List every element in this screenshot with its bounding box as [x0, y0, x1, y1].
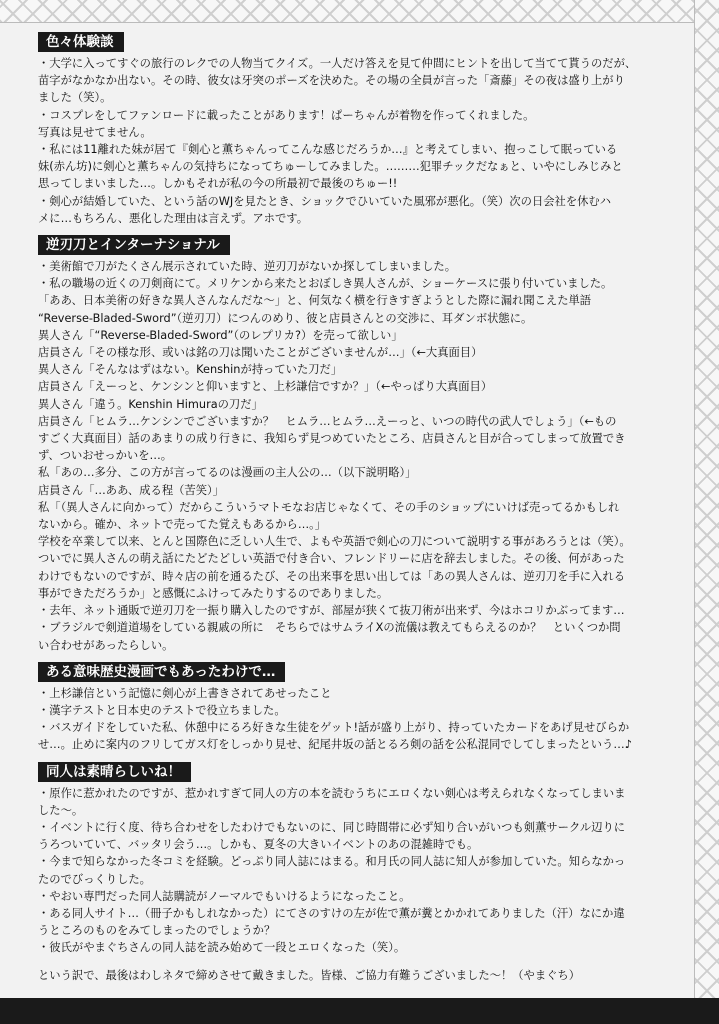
- text-line: ました（笑）。: [38, 91, 112, 105]
- page-bottom-bar: [0, 998, 719, 1024]
- text-line: すごく大真面目）話のあまりの成り行きに、我知らず見つめていたところ、店員さんと目が合ってしまって放置でき: [38, 432, 626, 446]
- text-line: ・大学に入ってすぐの旅行のレクでの人物当てクイズ。一人だけ答えを見て仲間にヒントを出して当てて貰うのだが、: [38, 57, 637, 70]
- text-line: “Reverse-Bladed-Sword”（逆刃刀）につんのめり、彼と店員さんとの交渉に、耳ダンボ状態に。: [38, 311, 533, 325]
- text-line: ・バスガイドをしていた私、休憩中にるろ好きな生徒をゲット!話が盛り上がり、持っていたカードをあげ見せびらか: [38, 721, 630, 735]
- text-line: ・コスプレをしてファンロードに載ったことがあります！ぱーちゃんが着物を作ってくれました。: [38, 108, 535, 122]
- text-line: 写真は見せてません。: [38, 125, 152, 139]
- text-line: ・去年、ネット通販で逆刃刀を一振り購入したのですが、部屋が狭くて抜刀術が出来ず、今はホコリかぶってます…: [38, 604, 625, 618]
- text-line: 妹(赤ん坊)に剣心と薫ちゃんの気持ちになってちゅーしてみました。………犯罪チックだなぁと、いやにしみじみと: [38, 160, 623, 174]
- text-line: した～。: [38, 803, 84, 817]
- section-history-manga: [38, 660, 688, 754]
- text-line: い合わせがあったらしい。: [38, 638, 174, 652]
- text-line: ・漢字テストと日本史のテストで役立ちました。: [38, 703, 286, 717]
- section-title: 同人は素晴らしいね！: [38, 762, 191, 782]
- text-line: ついでに異人さんの萌え話にたどたどしい英語で付き合い、フレンドリーに店を辞去しました。その後、何があった: [38, 552, 625, 566]
- text-line: 苗字がなかなか出ない。その時、彼女は牙突のポーズを決めた。その場の全員が言った「斎藤」その夜は盛り上がり: [38, 74, 625, 88]
- text-line: ・私には11離れた妹が居て『剣心と薫ちゃんってこんな感じだろうか…』と考えてしまい、抱っこして眠っている: [38, 143, 618, 157]
- text-line: 異人さん「そんなはずはない。Kenshinが持っていた刀だ」: [38, 363, 343, 377]
- text-line: 店員さん「えーっと、ケンシンと仰いますと、上杉謙信ですか？」（←やっぱり大真面目）: [38, 380, 493, 394]
- document-page: [38, 30, 688, 995]
- text-line: わけでもないのですが、時々店の前を通るたび、その出来事を思い出しては「あの異人さんは、逆刃刀を手に入れる: [38, 569, 625, 583]
- decorative-border-right: [694, 0, 719, 1000]
- text-line: ないから。確か、ネットで売ってた覚えもあるから…。」: [38, 518, 327, 532]
- text-line: せ…。止めに案内のフリしてガス灯をしっかり見せ、紀尾井坂の話とるろ剣の話を公私混同でしてしまったという…♪: [38, 738, 632, 752]
- section-experiences: [38, 30, 688, 227]
- text-line: ・美術館で刀がたくさん展示されていた時、逆刃刀がないか探してしまいました。: [38, 260, 456, 274]
- text-line: 思ってしまいました…。しかもそれが私の今の所最初で最後のちゅー!!: [38, 177, 398, 191]
- text-line: ・剣心が結婚していた、という話のWJを見たとき、ショックでひいていた風邪が悪化。（笑）次の日会社を休むハ: [38, 194, 612, 208]
- section-reverse-blade: [38, 233, 688, 654]
- text-line: 店員さん「ヒムラ…ケンシンでございますか？ ヒムラ…ヒムラ…えーっと、いつの時代の武人でしょう」（←もの: [38, 414, 617, 428]
- text-line: 私「あの…多分、この方が言ってるのは漫画の主人公の…（以下説明略）」: [38, 466, 417, 480]
- text-line: ・今まで知らなかった冬コミを経験。どっぷり同人誌にはまる。和月氏の同人誌に知人が参加していた。知らなかっ: [38, 855, 626, 869]
- text-line: ・上杉謙信という記憶に剣心が上書きされてあせったこと: [38, 686, 332, 700]
- text-line: うところのものをみてしまったのでしょうか？: [38, 924, 276, 938]
- text-line: ・ブラジルで剣道道場をしている親戚の所に そちらではサムライXの流儀は教えてもらえるのか？ といくつか問: [38, 621, 621, 635]
- text-line: ず、ついおせっかいを…。: [38, 449, 173, 463]
- text-line: たのでびっくりした。: [38, 872, 151, 886]
- text-line: ・イベントに行く度、待ち合わせをしたわけでもないのに、同じ時間帯に必ず知り合いがいつも剣薫サークル辺りに: [38, 820, 626, 834]
- text-line: 事ができただろうか」と感慨にふけってみたりするのでありました。: [38, 586, 389, 600]
- text-line: 店員さん「その様な形、或いは銘の刀は聞いたことがございませんが…」（←大真面目）: [38, 346, 483, 360]
- section-doujin: [38, 760, 688, 957]
- text-line: ・原作に惹かれたのですが、惹かれすぎて同人の方の本を読むうちにエロくない剣心は考えられなくなってしまいま: [38, 786, 626, 800]
- text-line: 店員さん「…ああ、成る程（苦笑）」: [38, 483, 224, 497]
- text-line: 学校を卒業して以来、とんと国際色に乏しい人生で、よもや英語で剣心の刀について説明する事があろうとは（笑）。: [38, 535, 631, 549]
- text-line: 「ああ、日本美術の好きな異人さんなんだな～」と、何気なく横を行きすぎようとした際に漏れ聞こえた単語: [38, 294, 592, 308]
- text-line: ・彼氏がやまぐちさんの同人誌を読み始めて一段とエロくなった（笑）。: [38, 941, 406, 955]
- text-line: ・やおい専門だった同人誌購読がノーマルでもいけるようになったこと。: [38, 889, 411, 903]
- text-line: メに…もちろん、悪化した理由は言えず。アホです。: [38, 211, 308, 225]
- section-title: ある意味歴史漫画でもあったわけで…: [38, 662, 285, 682]
- closing-remark: という訳で、最後はわしネタで締めさせて戴きました。皆様、ご協力有難うございました～！（やまぐち）: [38, 968, 581, 982]
- text-line: ・ある同人サイト…（冊子かもしれなかった）にてさのすけの左が佐で薫が糞とかかれてありました（汗）なにか違: [38, 906, 625, 920]
- text-line: 異人さん「違う。Kenshin Himuraの刀だ」: [38, 397, 263, 411]
- section-title: 逆刃刀とインターナショナル: [38, 235, 230, 255]
- text-line: ・私の職場の近くの刀剣商にて。メリケンから来たとおぼしき異人さんが、ショーケースに張り付いていました。: [38, 277, 613, 291]
- text-line: 私「（異人さんに向かって）だからこういうマトモなお店じゃなくて、その手のショップにいけば売ってるかもしれ: [38, 500, 620, 514]
- decorative-border-top: [0, 0, 719, 23]
- text-line: 異人さん「“Reverse-Bladed-Sword”（のレプリカ?）を売って欲しい」: [38, 328, 403, 342]
- text-line: うろついていて、バッタリ会う…。しかも、夏冬の大きいイベントのあの混雑時でも。: [38, 838, 479, 852]
- section-title: 色々体験談: [38, 32, 124, 52]
